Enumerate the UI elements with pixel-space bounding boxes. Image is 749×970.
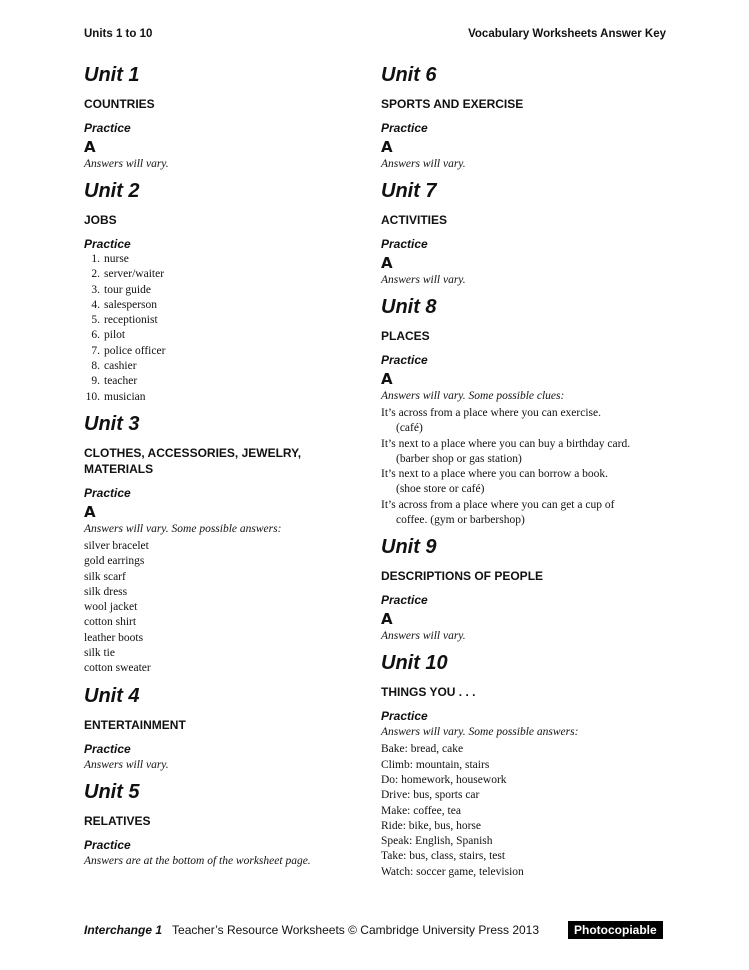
list-item: 5. receptionist [91,314,158,327]
list-item: gold earrings [84,555,145,568]
unit-1-exercise-letter: A [84,138,96,156]
list-item: Make: coffee, tea [381,804,461,817]
unit-2-section [84,178,354,405]
unit-10-answer-note: Answers will vary. Some possible answers: [381,726,579,739]
unit-10-practice-heading: Practice [381,709,428,724]
unit-8-exercise-letter: A [381,370,393,388]
unit-3-answer-note: Answers will vary. Some possible answers: [84,522,282,535]
unit-8-answer-note: Answers will vary. Some possible clues: [381,390,565,402]
running-header-left: Units 1 to 10 [84,28,153,40]
unit-4-answer-note: Answers will vary. [84,758,169,771]
list-item: Bake: bread, cake [381,743,464,756]
unit-5-practice-heading: Practice [84,837,131,852]
unit-10-topic: THINGS YOU . . . [381,685,476,700]
unit-10-title: Unit 10 [381,652,448,675]
unit-5-topic: RELATIVES [84,813,151,828]
list-item: Take: bus, class, stairs, test [381,850,506,863]
footer-brand: Interchange 1 [84,923,163,937]
unit-3-topic: CLOTHES, ACCESSORIES, JEWELRY, MATERIALS [84,445,302,476]
photocopiable-badge: Photocopiable [568,921,663,939]
clue-text: It’s next to a place where you can borrow a book. [381,468,609,481]
unit-6-section [381,62,671,172]
unit-9-section [381,534,671,644]
list-item: silk scarf [84,570,126,583]
unit-7-exercise-letter: A [381,254,393,272]
unit-1-practice-heading: Practice [84,121,131,135]
list-item: Drive: bus, sports car [381,789,480,802]
list-item: Climb: mountain, stairs [381,758,490,771]
unit-4-practice-heading: Practice [84,741,131,756]
list-item: cotton shirt [84,616,137,629]
left-column [84,62,354,869]
clue-answer: (barber shop or gas station) [396,452,522,465]
unit-6-topic: SPORTS AND EXERCISE [381,97,524,111]
unit-9-exercise-letter: A [381,610,393,629]
list-item: silk tie [84,647,115,660]
unit-8-practice-heading: Practice [381,353,428,367]
unit-4-section [84,683,354,773]
unit-5-title: Unit 5 [84,780,140,803]
list-item: leather boots [84,631,144,644]
unit-9-topic: DESCRIPTIONS OF PEOPLE [381,569,544,584]
list-item: 6. pilot [91,329,126,342]
unit-9-practice-heading: Practice [381,593,428,608]
clue-answer: coffee. (gym or barbershop) [396,514,525,527]
clue-text: It’s across from a place where you can exercise. [381,407,601,419]
unit-6-answer-note: Answers will vary. [381,158,466,170]
unit-2-answer-list [84,252,354,405]
list-item: 2. server/waiter [91,268,165,281]
list-item: Do: homework, housework [381,773,507,786]
list-item: 4. salesperson [91,298,158,311]
unit-2-practice-heading: Practice [84,237,131,251]
unit-1-title: Unit 1 [84,64,140,86]
unit-2-topic: JOBS [84,213,117,227]
unit-10-section [381,650,671,880]
list-item: 9. teacher [91,375,138,388]
list-item: 10. musician [85,390,146,403]
clue-text: It’s across from a place where you can get a cup of [381,498,615,511]
unit-3-practice-heading: Practice [84,485,131,500]
list-item: 7. police officer [91,344,166,357]
list-item: 3. tour guide [91,283,151,296]
unit-5-answer-note: Answers are at the bottom of the worksheet page. [84,854,311,867]
list-item: silk dress [84,585,128,598]
unit-8-title: Unit 8 [381,296,437,318]
unit-7-title: Unit 7 [381,180,437,202]
footer-copyright: Teacher’s Resource Worksheets © Cambridge University Press 2013 [172,923,540,937]
list-item: cotton sweater [84,662,151,675]
unit-2-title: Unit 2 [84,180,140,202]
unit-7-practice-heading: Practice [381,237,428,251]
unit-7-topic: ACTIVITIES [381,213,448,227]
list-item: wool jacket [84,601,138,614]
unit-8-section [381,294,671,528]
unit-9-title: Unit 9 [381,536,437,559]
unit-1-topic: COUNTRIES [84,97,155,111]
list-item: Ride: bike, bus, horse [381,819,481,832]
unit-4-title: Unit 4 [84,684,140,707]
unit-7-answer-note: Answers will vary. [381,274,466,286]
unit-1-answer-note: Answers will vary. [84,158,169,170]
unit-3-answer-list [84,539,354,677]
unit-4-topic: ENTERTAINMENT [84,717,186,732]
unit-7-section [381,178,671,288]
unit-6-title: Unit 6 [381,64,437,86]
unit-3-exercise-letter: A [84,502,96,521]
unit-3-title: Unit 3 [84,412,140,435]
list-item: Watch: soccer game, television [381,865,524,878]
clue-answer: (café) [396,422,423,435]
unit-10-answer-list [381,742,671,880]
unit-8-clue-list [381,406,671,528]
running-header-right: Vocabulary Worksheets Answer Key [468,28,666,40]
footer [84,923,539,937]
list-item: Speak: English, Spanish [381,835,493,848]
clue-answer: (shoe store or café) [396,483,485,496]
unit-3-section [84,411,354,677]
unit-9-answer-note: Answers will vary. [381,630,466,643]
unit-5-section [84,779,354,869]
unit-8-topic: PLACES [381,329,430,343]
unit-6-practice-heading: Practice [381,121,428,135]
unit-6-exercise-letter: A [381,138,393,156]
unit-1-section [84,62,354,172]
list-item: silver bracelet [84,539,149,552]
list-item: 1. nurse [91,253,129,265]
clue-text: It’s next to a place where you can buy a birthday card. [381,437,631,450]
right-column [381,62,671,880]
list-item: 8. cashier [91,360,137,373]
